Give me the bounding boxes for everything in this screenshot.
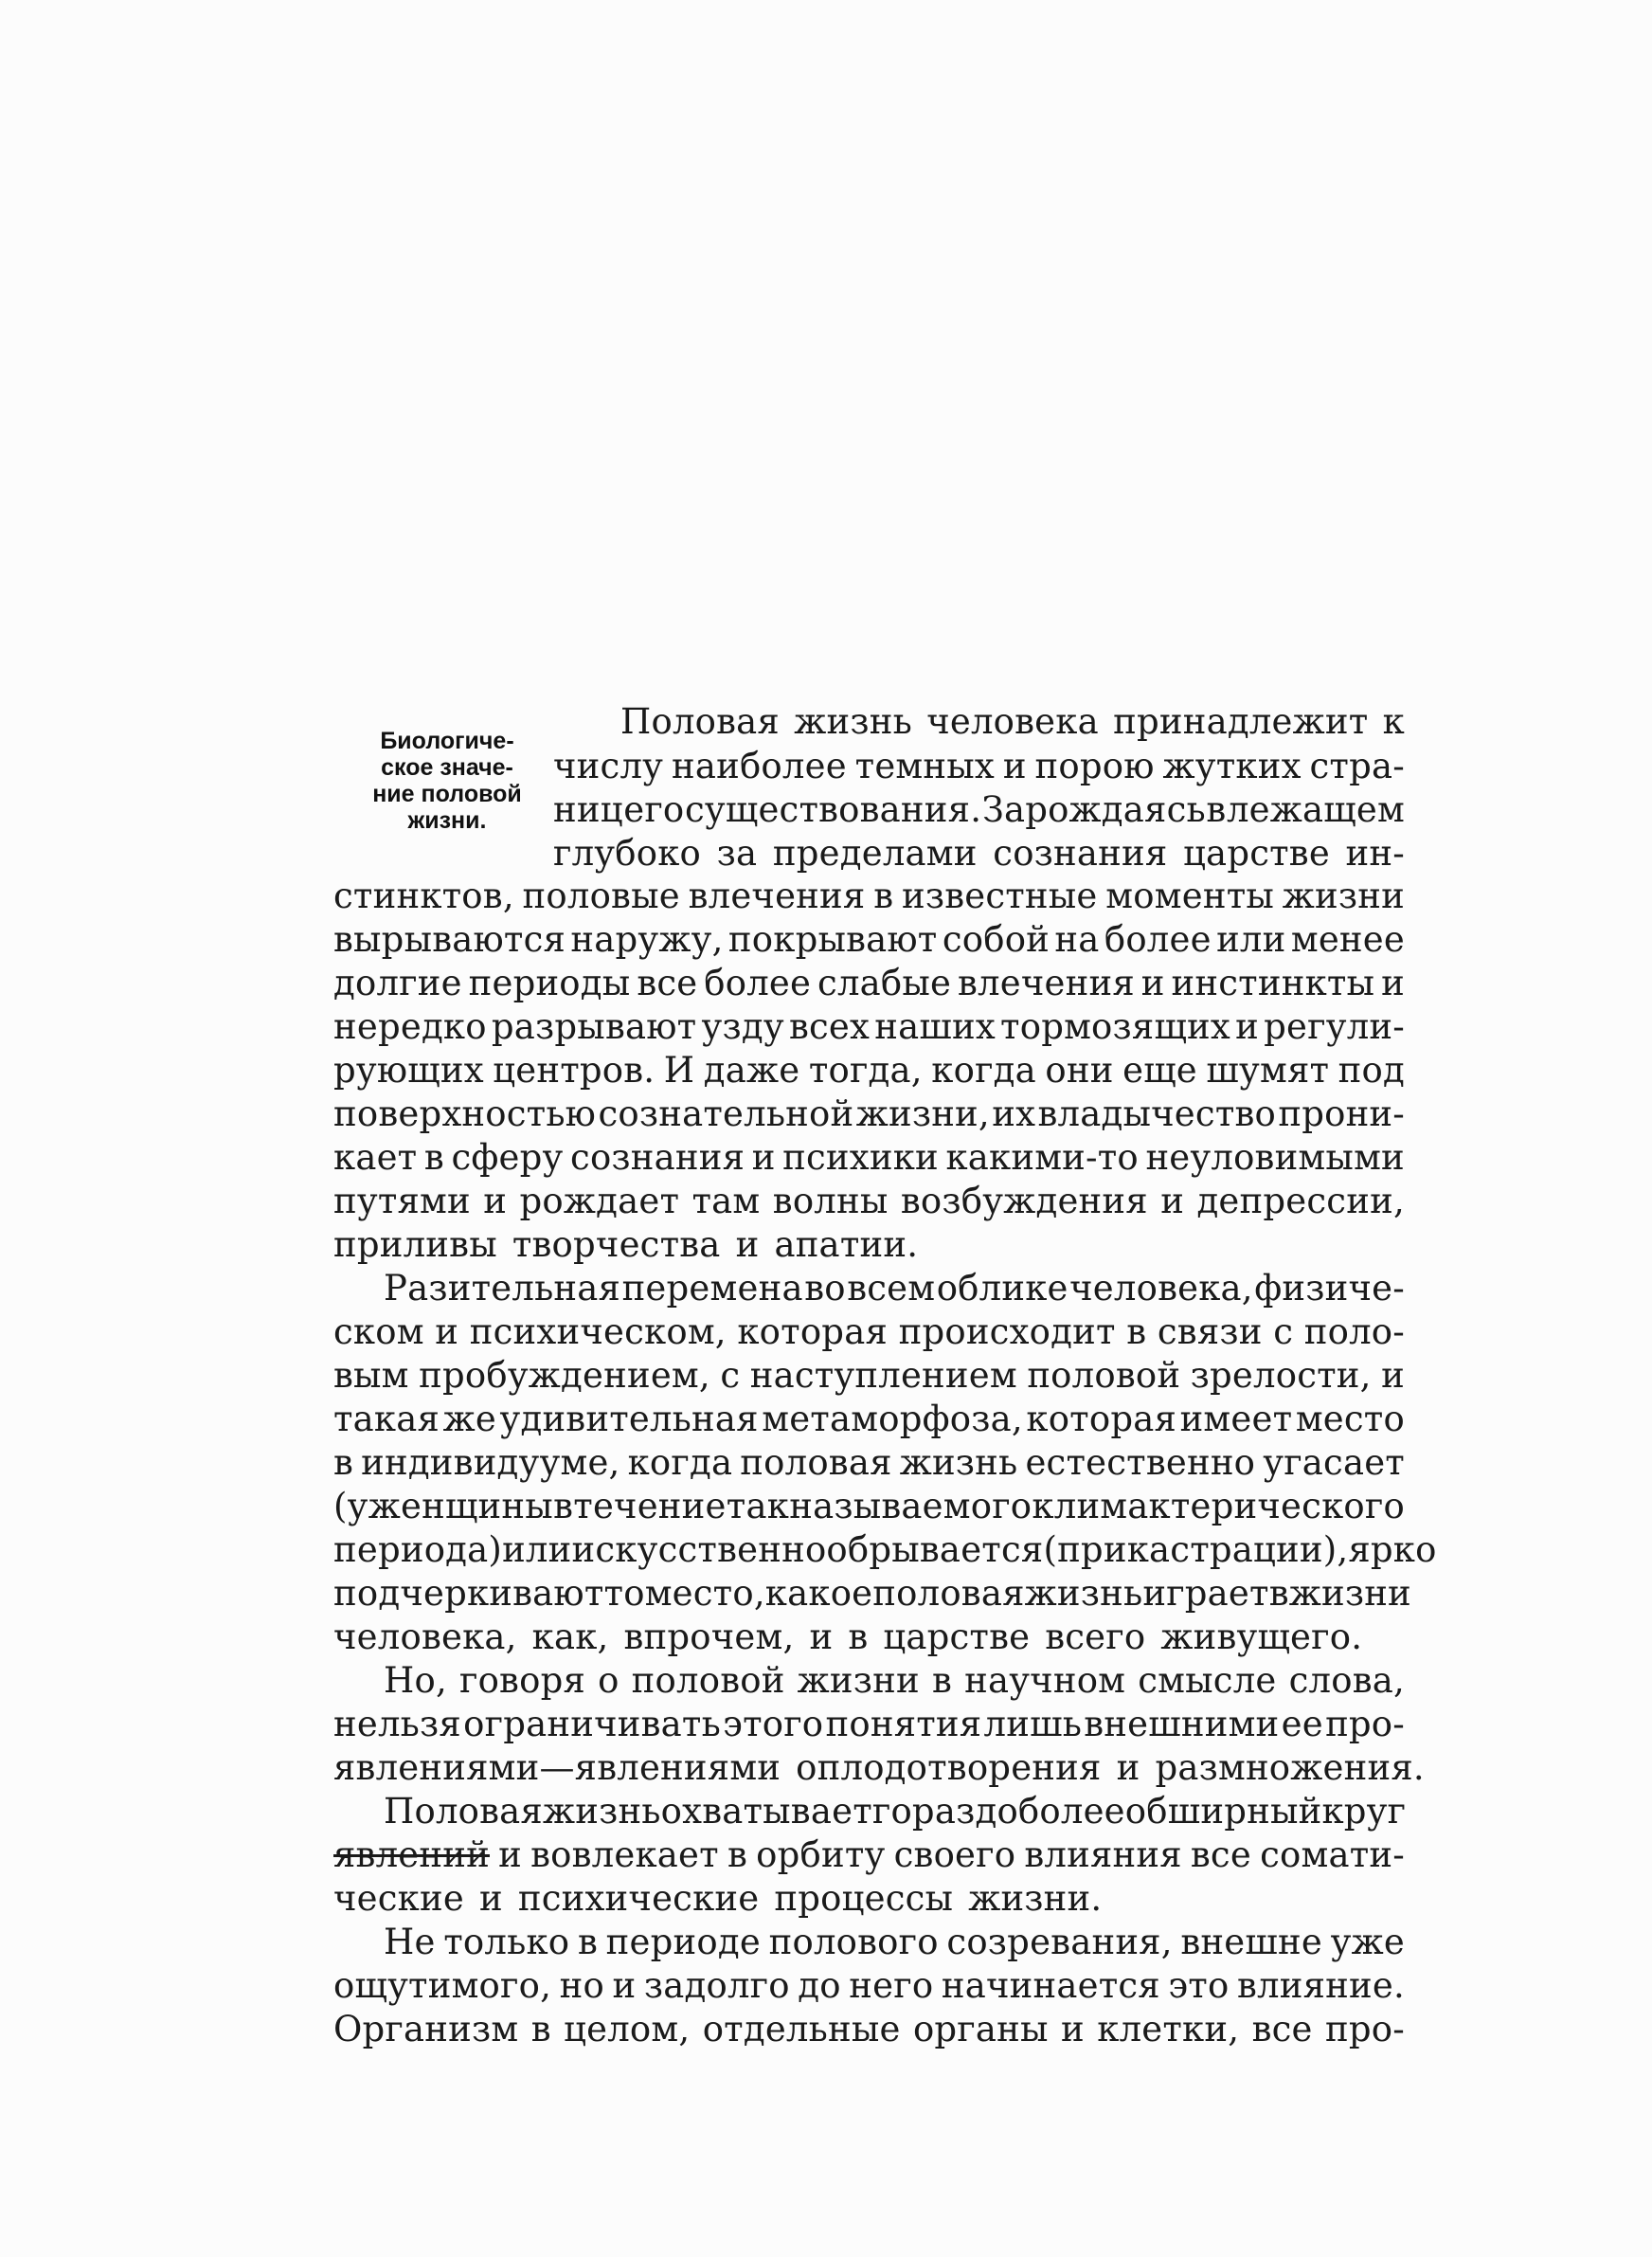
word: называемого <box>789 1486 1032 1526</box>
word: него <box>849 1965 934 2006</box>
text-line <box>333 1877 1405 1921</box>
text-line <box>333 1616 1405 1659</box>
word: Но, <box>384 1660 447 1701</box>
word: поло- <box>1303 1311 1405 1352</box>
word: и <box>498 1834 522 1875</box>
word: глубоко <box>553 833 702 874</box>
word: которая <box>737 1311 888 1352</box>
word: гораздо <box>871 1791 1018 1832</box>
word: ниц <box>553 789 623 830</box>
word: и <box>612 1965 637 2006</box>
word: волны <box>772 1181 889 1221</box>
margin-note-line: ское значе- <box>381 754 513 781</box>
word: естественно <box>1025 1442 1256 1483</box>
word: ском <box>333 1311 424 1352</box>
word: ее <box>1281 1704 1323 1744</box>
word: жизни, <box>855 1093 990 1134</box>
text-line <box>333 1005 1405 1049</box>
word: психические <box>517 1878 760 1919</box>
word: и <box>478 1878 503 1919</box>
word: и <box>483 1181 508 1221</box>
word: жизнь <box>899 1442 1018 1483</box>
text-line <box>333 918 1405 962</box>
word: полового <box>768 1922 939 1962</box>
word: пределами <box>772 833 978 874</box>
word: половой <box>1027 1355 1181 1396</box>
word: и <box>809 1616 834 1657</box>
word: и <box>1160 1181 1185 1221</box>
word: говоря <box>459 1660 585 1701</box>
word: жизнь <box>542 1791 661 1832</box>
word: вовлекает <box>530 1834 719 1875</box>
word: внешне <box>1180 1922 1322 1962</box>
word: известные <box>901 876 1098 916</box>
word: то <box>603 1573 645 1614</box>
word: понятия <box>825 1704 982 1744</box>
word: царстве <box>883 1616 1031 1657</box>
word: когда <box>931 1050 1036 1091</box>
text-line <box>333 1833 1405 1877</box>
text-line <box>333 1703 1405 1746</box>
word: про- <box>1325 1704 1405 1744</box>
word: и <box>1116 1747 1140 1788</box>
word: еще <box>1122 1050 1197 1091</box>
word: творчества <box>512 1224 721 1265</box>
text-line <box>384 1267 1405 1310</box>
word: орбиту <box>756 1834 886 1875</box>
word: уже <box>1330 1922 1405 1962</box>
margin-note <box>349 728 546 834</box>
word: про- <box>1324 2009 1405 2049</box>
word: в <box>423 1137 444 1178</box>
word: порою <box>1034 746 1155 786</box>
text-line <box>333 1746 1425 1790</box>
word: Половая <box>384 1791 543 1832</box>
word: менее <box>1290 919 1405 960</box>
word: апатии. <box>774 1224 919 1265</box>
text-line <box>333 1136 1405 1180</box>
word: их <box>992 1093 1036 1134</box>
word: угасает <box>1263 1442 1405 1483</box>
word: человека <box>926 701 1099 742</box>
word: темных <box>854 746 995 786</box>
word: с <box>720 1355 741 1396</box>
word: облике <box>936 1268 1068 1309</box>
word: в <box>931 1660 952 1701</box>
word: психики <box>782 1137 939 1178</box>
word: наступлением <box>749 1355 1017 1396</box>
word: но <box>559 1965 604 2006</box>
word: смысле <box>1138 1660 1277 1701</box>
word: о <box>598 1660 620 1701</box>
word: какими-то <box>945 1137 1139 1178</box>
word: созревания, <box>946 1922 1173 1962</box>
word: как, <box>531 1616 609 1657</box>
word: более <box>704 963 812 1003</box>
word: покрывают <box>727 919 938 960</box>
word: органы <box>912 2009 1049 2049</box>
word: метаморфоза, <box>762 1399 1023 1439</box>
word: удивительная <box>499 1399 759 1439</box>
word: ческие <box>333 1878 464 1919</box>
word: (при <box>1043 1529 1127 1570</box>
word: и <box>1140 963 1165 1003</box>
word: или <box>1216 919 1286 960</box>
word: все <box>1190 1834 1251 1875</box>
word: приливы <box>333 1224 497 1265</box>
word: стинктов, <box>333 876 514 916</box>
text-line <box>333 875 1405 918</box>
word: подчеркивают <box>333 1573 604 1614</box>
word: к <box>1382 701 1405 742</box>
word: тогда, <box>808 1050 923 1091</box>
word: ограничивать <box>463 1704 721 1744</box>
word: Разительная <box>384 1268 621 1309</box>
word: в <box>333 1442 354 1483</box>
word: ин- <box>1345 833 1405 874</box>
word: этого <box>723 1704 824 1744</box>
word: своего <box>893 1834 1016 1875</box>
word: влияние. <box>1236 1965 1405 2006</box>
word: на <box>1054 919 1100 960</box>
word: всех <box>788 1006 871 1047</box>
word: рующих <box>333 1050 484 1091</box>
word: явлениями—явлениями <box>333 1747 781 1788</box>
word: в <box>1206 789 1227 830</box>
word: всего <box>1045 1616 1146 1657</box>
word: же <box>442 1399 496 1439</box>
word: играет <box>1142 1573 1269 1614</box>
text-line <box>333 1572 1411 1616</box>
word: половая <box>740 1442 892 1483</box>
word: и <box>1381 963 1405 1003</box>
word: обрывается <box>826 1529 1044 1570</box>
word: обширный <box>1124 1791 1322 1832</box>
text-line <box>333 1398 1405 1441</box>
word: нередко <box>333 1006 487 1047</box>
word: размножения. <box>1155 1747 1425 1788</box>
word: в <box>727 1834 747 1875</box>
word: стра- <box>1309 746 1405 786</box>
word: в <box>848 1616 869 1657</box>
word: Зарождаясь <box>981 789 1206 830</box>
word: наиболее <box>671 746 847 786</box>
word: неуловимыми <box>1145 1137 1405 1178</box>
word: половой <box>631 1660 785 1701</box>
word: регули- <box>1264 1006 1405 1047</box>
text-line <box>333 1310 1405 1354</box>
word: его <box>623 789 685 830</box>
word: периоды <box>468 963 631 1003</box>
word: разрывают <box>491 1006 697 1047</box>
word: место, <box>644 1573 765 1614</box>
word: клетки, <box>1097 2009 1240 2049</box>
word: принадлежит <box>1113 701 1369 742</box>
word: И <box>663 1050 695 1091</box>
word: зрелости, <box>1190 1355 1372 1396</box>
word: физиче- <box>1254 1268 1405 1309</box>
word: узду <box>701 1006 784 1047</box>
word: лежащем <box>1226 789 1405 830</box>
word: кастрации), <box>1126 1529 1349 1570</box>
word: пробуждением, <box>419 1355 710 1396</box>
word: вым <box>333 1355 409 1396</box>
word: внешними <box>1084 1704 1280 1744</box>
word: вырываются <box>333 919 566 960</box>
word: в <box>530 2009 551 2049</box>
word: в <box>553 1486 574 1526</box>
word: царстве <box>1183 833 1330 874</box>
word: и <box>1235 1006 1260 1047</box>
word: в <box>1268 1573 1289 1614</box>
word: жизни <box>1282 876 1405 916</box>
word: в <box>577 1922 598 1962</box>
word: жизни. <box>968 1878 1103 1919</box>
text-line <box>333 1528 1437 1572</box>
word: периоде <box>605 1922 761 1962</box>
margin-note-line: жизни. <box>407 807 487 834</box>
word: (у <box>333 1486 368 1526</box>
text-line <box>333 1180 1405 1223</box>
word: лишь <box>983 1704 1083 1744</box>
word: нельзя <box>333 1704 461 1744</box>
word: Не <box>384 1922 436 1962</box>
word: они <box>1045 1050 1114 1091</box>
word: более <box>1017 1791 1125 1832</box>
word: какое <box>764 1573 873 1614</box>
word: шумят <box>1206 1050 1330 1091</box>
word: половая <box>872 1573 1025 1614</box>
margin-note-line: ние половой <box>372 781 522 807</box>
word: и <box>1381 1355 1405 1396</box>
word: до <box>798 1965 841 2006</box>
text-line <box>553 788 1405 832</box>
word: владычество <box>1037 1093 1276 1134</box>
word: и <box>735 1224 760 1265</box>
word: возбуждения <box>900 1181 1148 1221</box>
word: влияния <box>1024 1834 1182 1875</box>
text-line <box>384 1790 1405 1833</box>
word: инстинкты <box>1171 963 1375 1003</box>
word: жизнь <box>794 701 912 742</box>
word: все <box>637 963 698 1003</box>
text-line <box>553 745 1405 788</box>
word: собой <box>942 919 1050 960</box>
word: центров. <box>493 1050 655 1091</box>
text-line <box>333 1092 1405 1136</box>
word: происходит <box>898 1311 1116 1352</box>
word: отдельные <box>702 2009 901 2049</box>
word: моменты <box>1105 876 1275 916</box>
word: в <box>873 876 894 916</box>
word: наружу, <box>570 919 724 960</box>
word: под <box>1338 1050 1405 1091</box>
word: живущего. <box>1160 1616 1363 1657</box>
word: влечения <box>958 963 1135 1003</box>
word: путями <box>333 1181 471 1221</box>
text-line <box>333 1485 1405 1528</box>
word: жизни <box>797 1660 920 1701</box>
word: так <box>726 1486 790 1526</box>
word: сферу <box>451 1137 564 1178</box>
word: наших <box>874 1006 996 1047</box>
word: охватывает <box>660 1791 872 1832</box>
text-line <box>333 962 1405 1005</box>
word: долгие <box>333 963 462 1003</box>
word: депрессии, <box>1196 1181 1405 1221</box>
word: это <box>1168 1965 1230 2006</box>
word: тормозящих <box>1000 1006 1230 1047</box>
word: психическом, <box>469 1311 727 1352</box>
word: ярко <box>1348 1529 1437 1570</box>
word: Половая <box>620 701 780 742</box>
word: сознательной <box>598 1093 854 1134</box>
word: сознания <box>993 833 1168 874</box>
word: и <box>751 1137 776 1178</box>
word: прони- <box>1278 1093 1405 1134</box>
word: с <box>1273 1311 1294 1352</box>
word: когда <box>627 1442 733 1483</box>
word: человека, <box>333 1616 517 1657</box>
word: целом, <box>564 2009 691 2049</box>
word: там <box>691 1181 761 1221</box>
word: искусственно <box>571 1529 827 1570</box>
word: половые <box>522 876 680 916</box>
word: кает <box>333 1137 418 1178</box>
word: жутких <box>1162 746 1302 786</box>
word: жизнь <box>1024 1573 1143 1614</box>
word: индивидууме, <box>361 1442 620 1483</box>
word: во <box>804 1268 846 1309</box>
word: имеет <box>1179 1399 1293 1439</box>
text-line <box>620 700 1405 744</box>
word: жизни <box>1288 1573 1411 1614</box>
text-line <box>333 1049 1405 1092</box>
word: явлений <box>333 1834 490 1875</box>
word: и <box>435 1311 459 1352</box>
word: связи <box>1157 1311 1263 1352</box>
word: даже <box>703 1050 800 1091</box>
word: периода) <box>333 1529 503 1570</box>
word: и <box>1002 746 1027 786</box>
word: круг <box>1321 1791 1407 1832</box>
word: только <box>443 1922 570 1962</box>
word: задолго <box>643 1965 790 2006</box>
word: сомати- <box>1260 1834 1405 1875</box>
word: процессы <box>774 1878 954 1919</box>
word: человека, <box>1069 1268 1253 1309</box>
word: Организм <box>333 2009 519 2049</box>
text-line <box>553 832 1405 876</box>
word: в <box>1126 1311 1147 1352</box>
word: течение <box>573 1486 727 1526</box>
text-line <box>333 2008 1405 2051</box>
word: оплодотворения <box>796 1747 1102 1788</box>
word: которая <box>1026 1399 1177 1439</box>
text-line <box>333 1441 1405 1485</box>
word: начинается <box>941 1965 1160 2006</box>
word: более <box>1104 919 1212 960</box>
word: и <box>1061 2009 1085 2049</box>
word: слова, <box>1288 1660 1405 1701</box>
word: ощутимого, <box>333 1965 552 2006</box>
word: такая <box>333 1399 440 1439</box>
word: сознания <box>570 1137 745 1178</box>
text-line <box>333 1964 1405 2008</box>
word: или <box>502 1529 572 1570</box>
word: перемена <box>621 1268 803 1309</box>
word: поверхностью <box>333 1093 597 1134</box>
word: за <box>716 833 758 874</box>
word: научном <box>964 1660 1126 1701</box>
word: место <box>1295 1399 1405 1439</box>
text-line <box>333 1223 1405 1267</box>
word: всем <box>847 1268 936 1309</box>
word: слабые <box>817 963 952 1003</box>
word: существования. <box>684 789 982 830</box>
margin-note-line: Биологиче- <box>380 728 514 754</box>
text-line <box>384 1921 1405 1964</box>
word: климактерического <box>1032 1486 1405 1526</box>
word: все <box>1251 2009 1313 2049</box>
word: числу <box>553 746 664 786</box>
word: впрочем, <box>623 1616 795 1657</box>
text-line <box>384 1659 1405 1703</box>
word: женщины <box>368 1486 553 1526</box>
text-line <box>333 1354 1405 1398</box>
word: рождает <box>519 1181 680 1221</box>
word: влечения <box>688 876 866 916</box>
